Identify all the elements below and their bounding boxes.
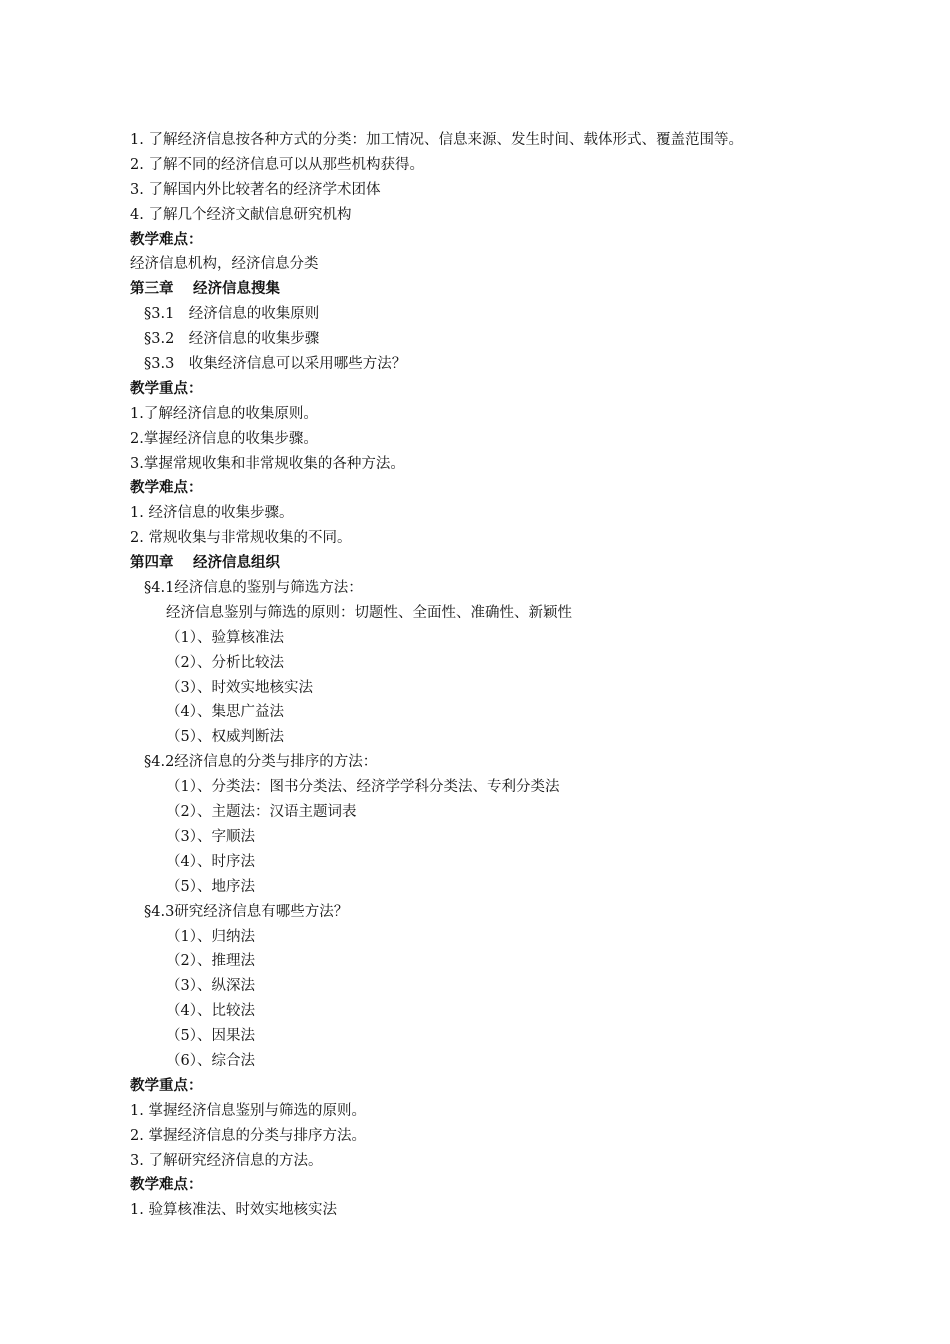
text-line: （1）、分类法：图书分类法、经济学学科分类法、专利分类法 bbox=[166, 779, 560, 796]
text-line: 经济信息机构，经济信息分类 bbox=[130, 256, 319, 273]
text-line: （4）、时序法 bbox=[166, 853, 255, 870]
text-line: 3.掌握常规收集和非常规收集的各种方法。 bbox=[130, 455, 405, 472]
text-line: （3）、时效实地核实法 bbox=[166, 679, 313, 696]
section-heading: 教学难点： bbox=[130, 1176, 203, 1194]
text-line: （2）、分析比较法 bbox=[166, 654, 284, 671]
text-line: 1. 经济信息的收集步骤。 bbox=[130, 505, 294, 522]
text-line: （2）、推理法 bbox=[166, 953, 255, 970]
text-line: （4）、比较法 bbox=[166, 1003, 255, 1020]
document-body bbox=[130, 128, 910, 1223]
text-line: 2. 常规收集与非常规收集的不同。 bbox=[130, 530, 352, 547]
text-line: 2. 掌握经济信息的分类与排序方法。 bbox=[130, 1127, 366, 1144]
text-line: §3.1 经济信息的收集原则 bbox=[144, 306, 320, 323]
text-line: （4）、集思广益法 bbox=[166, 704, 284, 721]
text-line: §4.3研究经济信息有哪些方法？ bbox=[144, 903, 349, 920]
text-line: （6）、综合法 bbox=[166, 1052, 255, 1069]
text-line: 经济信息鉴别与筛选的原则：切题性、全面性、准确性、新颖性 bbox=[166, 604, 572, 621]
text-line: （1）、归纳法 bbox=[166, 928, 255, 945]
section-heading: 教学难点： bbox=[130, 230, 203, 248]
text-line: （3）、字顺法 bbox=[166, 828, 255, 845]
section-heading: 教学难点： bbox=[130, 479, 203, 497]
text-line: （1）、验算核准法 bbox=[166, 629, 284, 646]
text-line: 2. 了解不同的经济信息可以从那些机构获得。 bbox=[130, 156, 424, 173]
text-line: 1. 掌握经济信息鉴别与筛选的原则。 bbox=[130, 1102, 366, 1119]
text-line: （5）、因果法 bbox=[166, 1028, 255, 1045]
text-line: §3.3 收集经济信息可以采用哪些方法？ bbox=[144, 356, 407, 373]
text-line: （5）、权威判断法 bbox=[166, 729, 284, 746]
text-line: 4. 了解几个经济文献信息研究机构 bbox=[130, 206, 352, 223]
text-line: 1. 了解经济信息按各种方式的分类：加工情况、信息来源、发生时间、载体形式、覆盖范围等。 bbox=[130, 132, 743, 148]
text-line: §4.2经济信息的分类与排序的方法： bbox=[144, 754, 378, 771]
text-line: 1.了解经济信息的收集原则。 bbox=[130, 405, 318, 422]
text-line: §3.2 经济信息的收集步骤 bbox=[144, 331, 320, 348]
section-heading: 教学重点： bbox=[130, 379, 203, 397]
text-line: （2）、主题法：汉语主题词表 bbox=[166, 804, 357, 821]
section-heading: 教学重点： bbox=[130, 1076, 203, 1094]
section-heading: 第四章 经济信息组织 bbox=[130, 554, 281, 572]
text-line: §4.1经济信息的鉴别与筛选方法： bbox=[144, 580, 363, 597]
text-line: 2.掌握经济信息的收集步骤。 bbox=[130, 430, 318, 447]
text-line: 3. 了解国内外比较著名的经济学术团体 bbox=[130, 181, 381, 198]
section-heading: 第三章 经济信息搜集 bbox=[130, 280, 281, 298]
text-line: 1. 验算核准法、时效实地核实法 bbox=[130, 1202, 337, 1219]
text-line: 3. 了解研究经济信息的方法。 bbox=[130, 1152, 323, 1169]
text-line: （5）、地序法 bbox=[166, 878, 255, 895]
text-line: （3）、纵深法 bbox=[166, 978, 255, 995]
